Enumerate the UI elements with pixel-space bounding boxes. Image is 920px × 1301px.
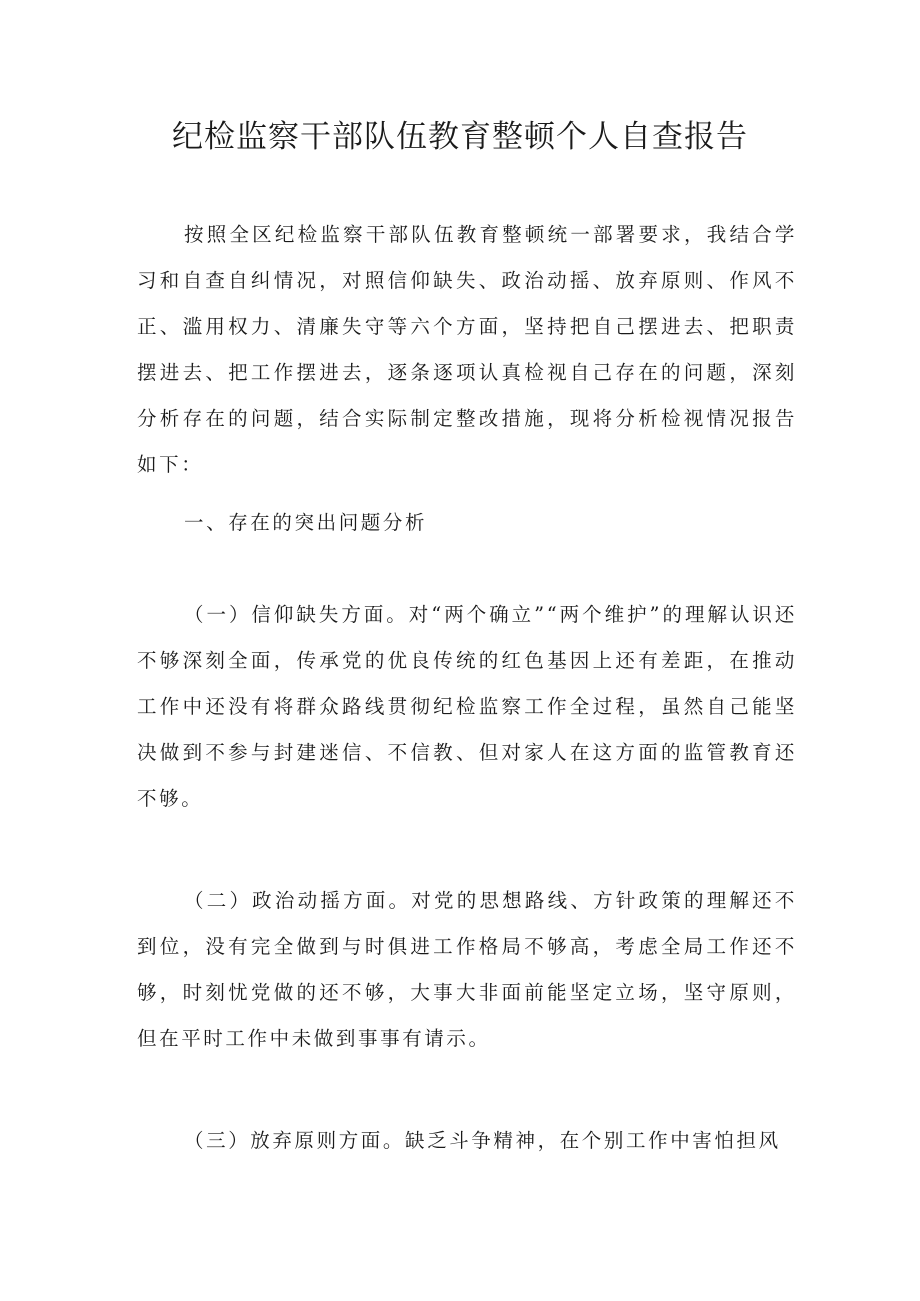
paragraph-faith: （一）信仰缺失方面。对“两个确立”“两个维护”的理解认识还不够深刻全面，传承党的优良传统的红色基因上还有差距，在推动工作中还没有将群众路线贯彻纪检监察工作全过程，虽然自己能坚决做到不参与封建迷信、不信教、但对家人在这方面的监管教育还不够。 [137,603,797,810]
paragraph-principles: （三）放弃原则方面。缺乏斗争精神，在个别工作中害怕担风 [184,1129,781,1152]
paragraph-politics: （二）政治动摇方面。对党的思想路线、方针政策的理解还不到位，没有完全做到与时俱进工作格局不够高，考虑全局工作还不够，时刻忧党做的还不够，大事大非面前能坚定立场，坚守原则，但在平时工作中未做到事事有请示。 [137,889,797,1050]
document-title: 纪检监察干部队伍教育整顿个人自查报告 [172,119,748,155]
intro-paragraph: 按照全区纪检监察干部队伍教育整顿统一部署要求，我结合学习和自查自纠情况，对照信仰缺失、政治动摇、放弃原则、作风不正、滥用权力、清廉失守等六个方面，坚持把自己摆进去、把职责摆进去、把工作摆进去，逐条逐项认真检视自己存在的问题，深刻分析存在的问题，结合实际制定整改措施，现将分析检视情况报告如下： [137,223,797,476]
section-heading-problems: 一、存在的突出问题分析 [184,511,428,534]
